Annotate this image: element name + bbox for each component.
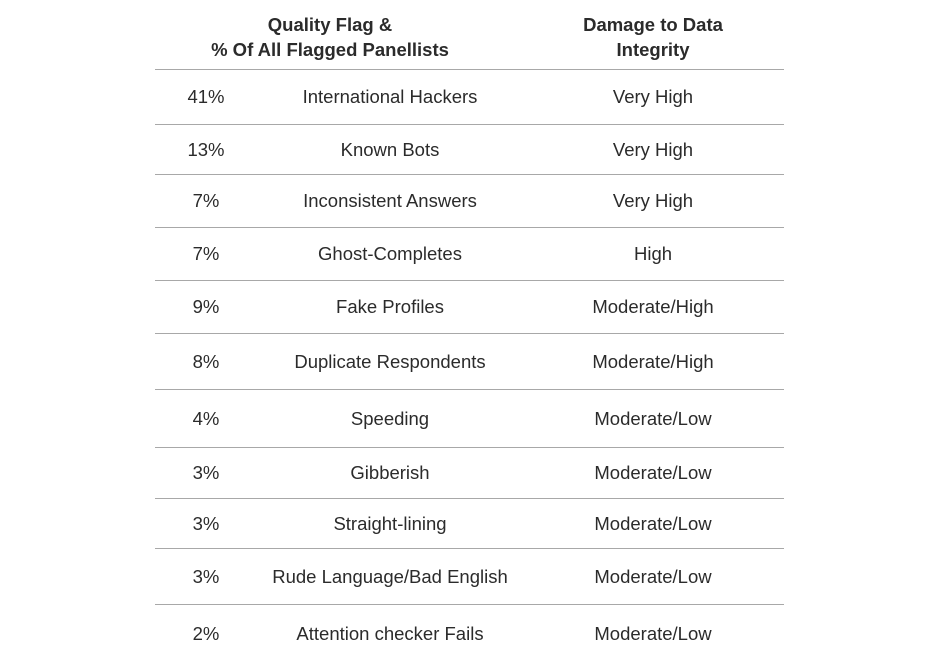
quality-flag-cell: Speeding (350, 407, 430, 429)
damage-cell: Very High (612, 190, 694, 211)
damage-cell: Moderate/High (592, 350, 714, 372)
quality-flag-cell: Fake Profiles (336, 296, 444, 317)
table-row (155, 549, 784, 605)
table-row (155, 499, 784, 549)
percent-cell: 2% (192, 622, 220, 644)
quality-flag-header-line1: Quality Flag & (267, 14, 393, 35)
percent-cell: 3% (192, 462, 220, 483)
table-row (155, 70, 784, 125)
quality-flags-table (155, 0, 784, 662)
quality-flag-cell: International Hackers (302, 86, 478, 107)
percent-cell: 7% (192, 190, 220, 211)
quality-flag-cell: Gibberish (350, 462, 430, 483)
percent-cell: 13% (187, 138, 225, 160)
damage-column-header (545, 12, 761, 62)
table-header (155, 0, 784, 70)
quality-flag-cell: Ghost-Completes (318, 243, 462, 264)
table-row (155, 605, 784, 662)
percent-cell: 7% (192, 243, 220, 264)
quality-flag-cell: Inconsistent Answers (303, 190, 477, 211)
damage-cell: Very High (612, 86, 694, 107)
damage-cell: Moderate/Low (594, 622, 712, 644)
quality-flag-cell: Attention checker Fails (296, 622, 484, 644)
table-row (155, 281, 784, 334)
percent-cell: 9% (192, 296, 220, 317)
percent-cell: 4% (192, 407, 220, 429)
percent-cell: 8% (192, 350, 220, 372)
damage-header-line1: Damage to Data (583, 14, 723, 35)
damage-cell: Moderate/Low (594, 565, 712, 587)
percent-cell: 3% (192, 512, 220, 534)
damage-cell: Moderate/Low (594, 407, 712, 429)
table-row (155, 334, 784, 390)
table-row (155, 448, 784, 499)
percent-cell: 3% (192, 565, 220, 587)
table-row (155, 125, 784, 175)
quality-flag-cell: Straight-lining (333, 512, 447, 534)
damage-cell: Very High (612, 138, 694, 160)
damage-header-line2: Integrity (616, 39, 690, 60)
quality-flag-cell: Duplicate Respondents (294, 350, 486, 372)
quality-flag-cell: Rude Language/Bad English (272, 565, 508, 587)
damage-cell: Moderate/High (592, 296, 714, 317)
table-row (155, 390, 784, 448)
percent-cell: 41% (187, 86, 225, 107)
damage-cell: High (633, 243, 673, 264)
table-row (155, 175, 784, 228)
damage-cell: Moderate/Low (594, 512, 712, 534)
table-row (155, 228, 784, 281)
quality-flag-header-line2: % Of All Flagged Panellists (211, 39, 449, 60)
damage-cell: Moderate/Low (594, 462, 712, 483)
quality-flag-cell: Known Bots (340, 138, 440, 160)
quality-flag-column-header (185, 12, 475, 62)
